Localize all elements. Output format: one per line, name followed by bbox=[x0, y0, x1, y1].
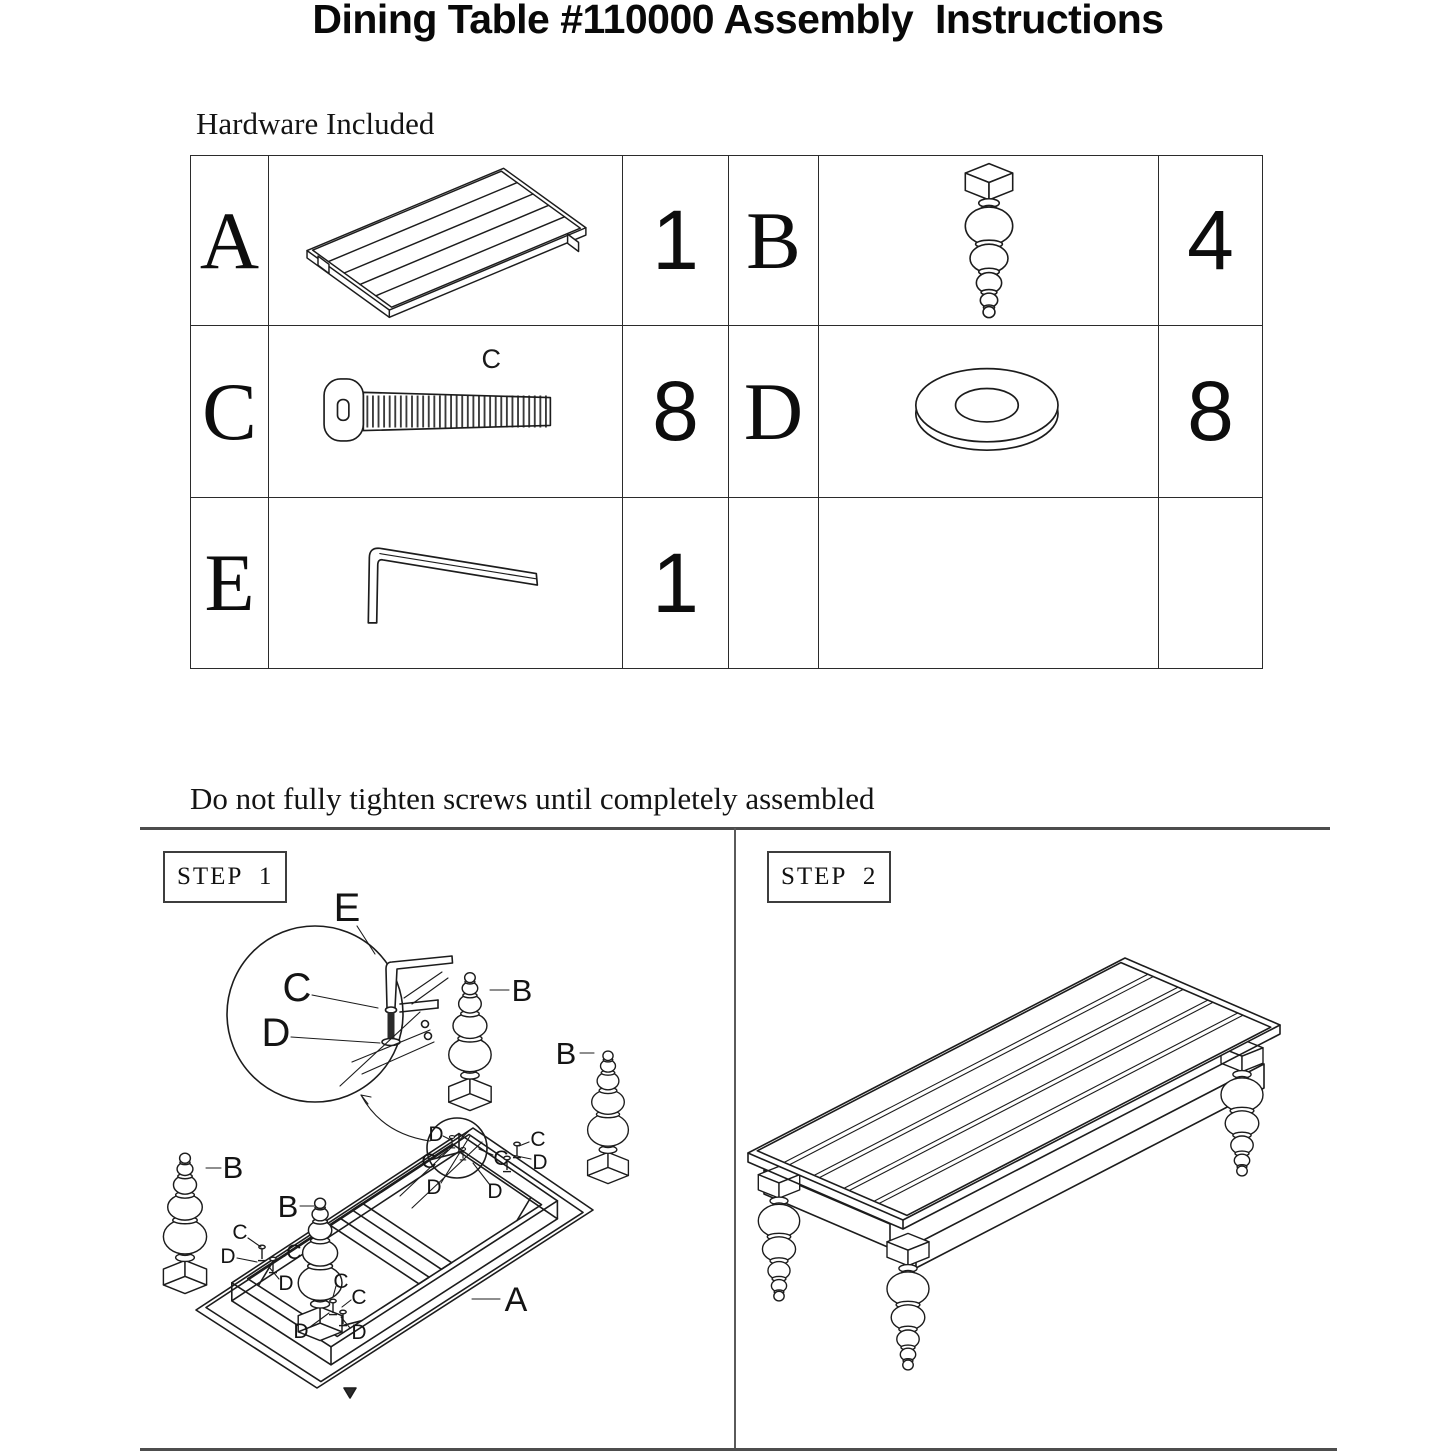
leg-top bbox=[449, 973, 491, 1111]
hardware-qty-C: 8 bbox=[623, 326, 729, 498]
hardware-table bbox=[190, 155, 1263, 669]
hardware-letter-A: A bbox=[191, 156, 269, 326]
warning-text: Do not fully tighten screws until completely assembled bbox=[190, 781, 875, 816]
label-C: C bbox=[530, 1128, 546, 1151]
leg-right bbox=[588, 1051, 629, 1184]
table-leg-icon bbox=[949, 162, 1029, 320]
step2-figure bbox=[735, 830, 1456, 1452]
label-D: D bbox=[351, 1321, 367, 1344]
bolt-annotation: C bbox=[481, 343, 501, 374]
hardware-qty-D: 8 bbox=[1159, 326, 1263, 498]
label-D: D bbox=[278, 1272, 294, 1295]
hardware-heading: Hardware Included bbox=[196, 106, 435, 141]
label-C: C bbox=[232, 1221, 248, 1244]
hardware-letter-E: E bbox=[191, 498, 269, 669]
leg-front bbox=[887, 1233, 929, 1370]
step1-label: STEP 1 bbox=[177, 863, 274, 890]
bolt-icon bbox=[311, 350, 581, 474]
label-E: E bbox=[333, 886, 361, 930]
page-title: Dining Table #110000 Assembly Instructions bbox=[312, 0, 1164, 42]
hardware-empty-cell bbox=[1159, 498, 1263, 669]
label-C: C bbox=[493, 1147, 509, 1170]
label-B: B bbox=[555, 1036, 577, 1071]
hardware-image-washer bbox=[819, 326, 1159, 498]
label-D: D bbox=[426, 1176, 442, 1199]
label-B: B bbox=[222, 1150, 244, 1185]
hardware-qty-A: 1 bbox=[623, 156, 729, 326]
hardware-letter-D: D bbox=[729, 326, 819, 498]
callout-arrow bbox=[361, 1095, 430, 1141]
label-A: A bbox=[504, 1281, 528, 1319]
label-C: C bbox=[333, 1270, 349, 1293]
hardware-image-allen-key bbox=[269, 498, 623, 669]
label-D: D bbox=[220, 1245, 236, 1268]
allen-key-icon bbox=[341, 520, 551, 646]
step2-tabletop bbox=[748, 958, 1280, 1229]
label-C: C bbox=[351, 1286, 367, 1309]
hardware-image-tabletop bbox=[269, 156, 623, 326]
label-D: D bbox=[532, 1151, 548, 1174]
leg-left bbox=[758, 1166, 799, 1301]
hardware-empty-cell bbox=[729, 498, 819, 669]
step2-label: STEP 2 bbox=[781, 863, 878, 890]
label-B: B bbox=[277, 1189, 299, 1224]
tabletop-icon bbox=[281, 161, 611, 321]
hardware-letter-C: C bbox=[191, 326, 269, 498]
label-C: C bbox=[421, 1150, 437, 1173]
washer-icon bbox=[904, 354, 1074, 469]
hardware-image-bolt bbox=[269, 326, 623, 498]
label-C-callout: C bbox=[282, 966, 312, 1010]
hardware-image-leg bbox=[819, 156, 1159, 326]
hardware-qty-B: 4 bbox=[1159, 156, 1263, 326]
label-D-callout: D bbox=[261, 1011, 291, 1055]
hardware-letter-B: B bbox=[729, 156, 819, 326]
leg-left bbox=[163, 1153, 206, 1293]
label-B: B bbox=[511, 973, 533, 1008]
label-D: D bbox=[487, 1180, 503, 1203]
label-C: C bbox=[286, 1241, 302, 1264]
hardware-qty-E: 1 bbox=[623, 498, 729, 669]
step1-figure bbox=[140, 830, 734, 1452]
hardware-empty-cell bbox=[819, 498, 1159, 669]
label-D: D bbox=[293, 1320, 309, 1343]
label-D: D bbox=[428, 1123, 444, 1146]
